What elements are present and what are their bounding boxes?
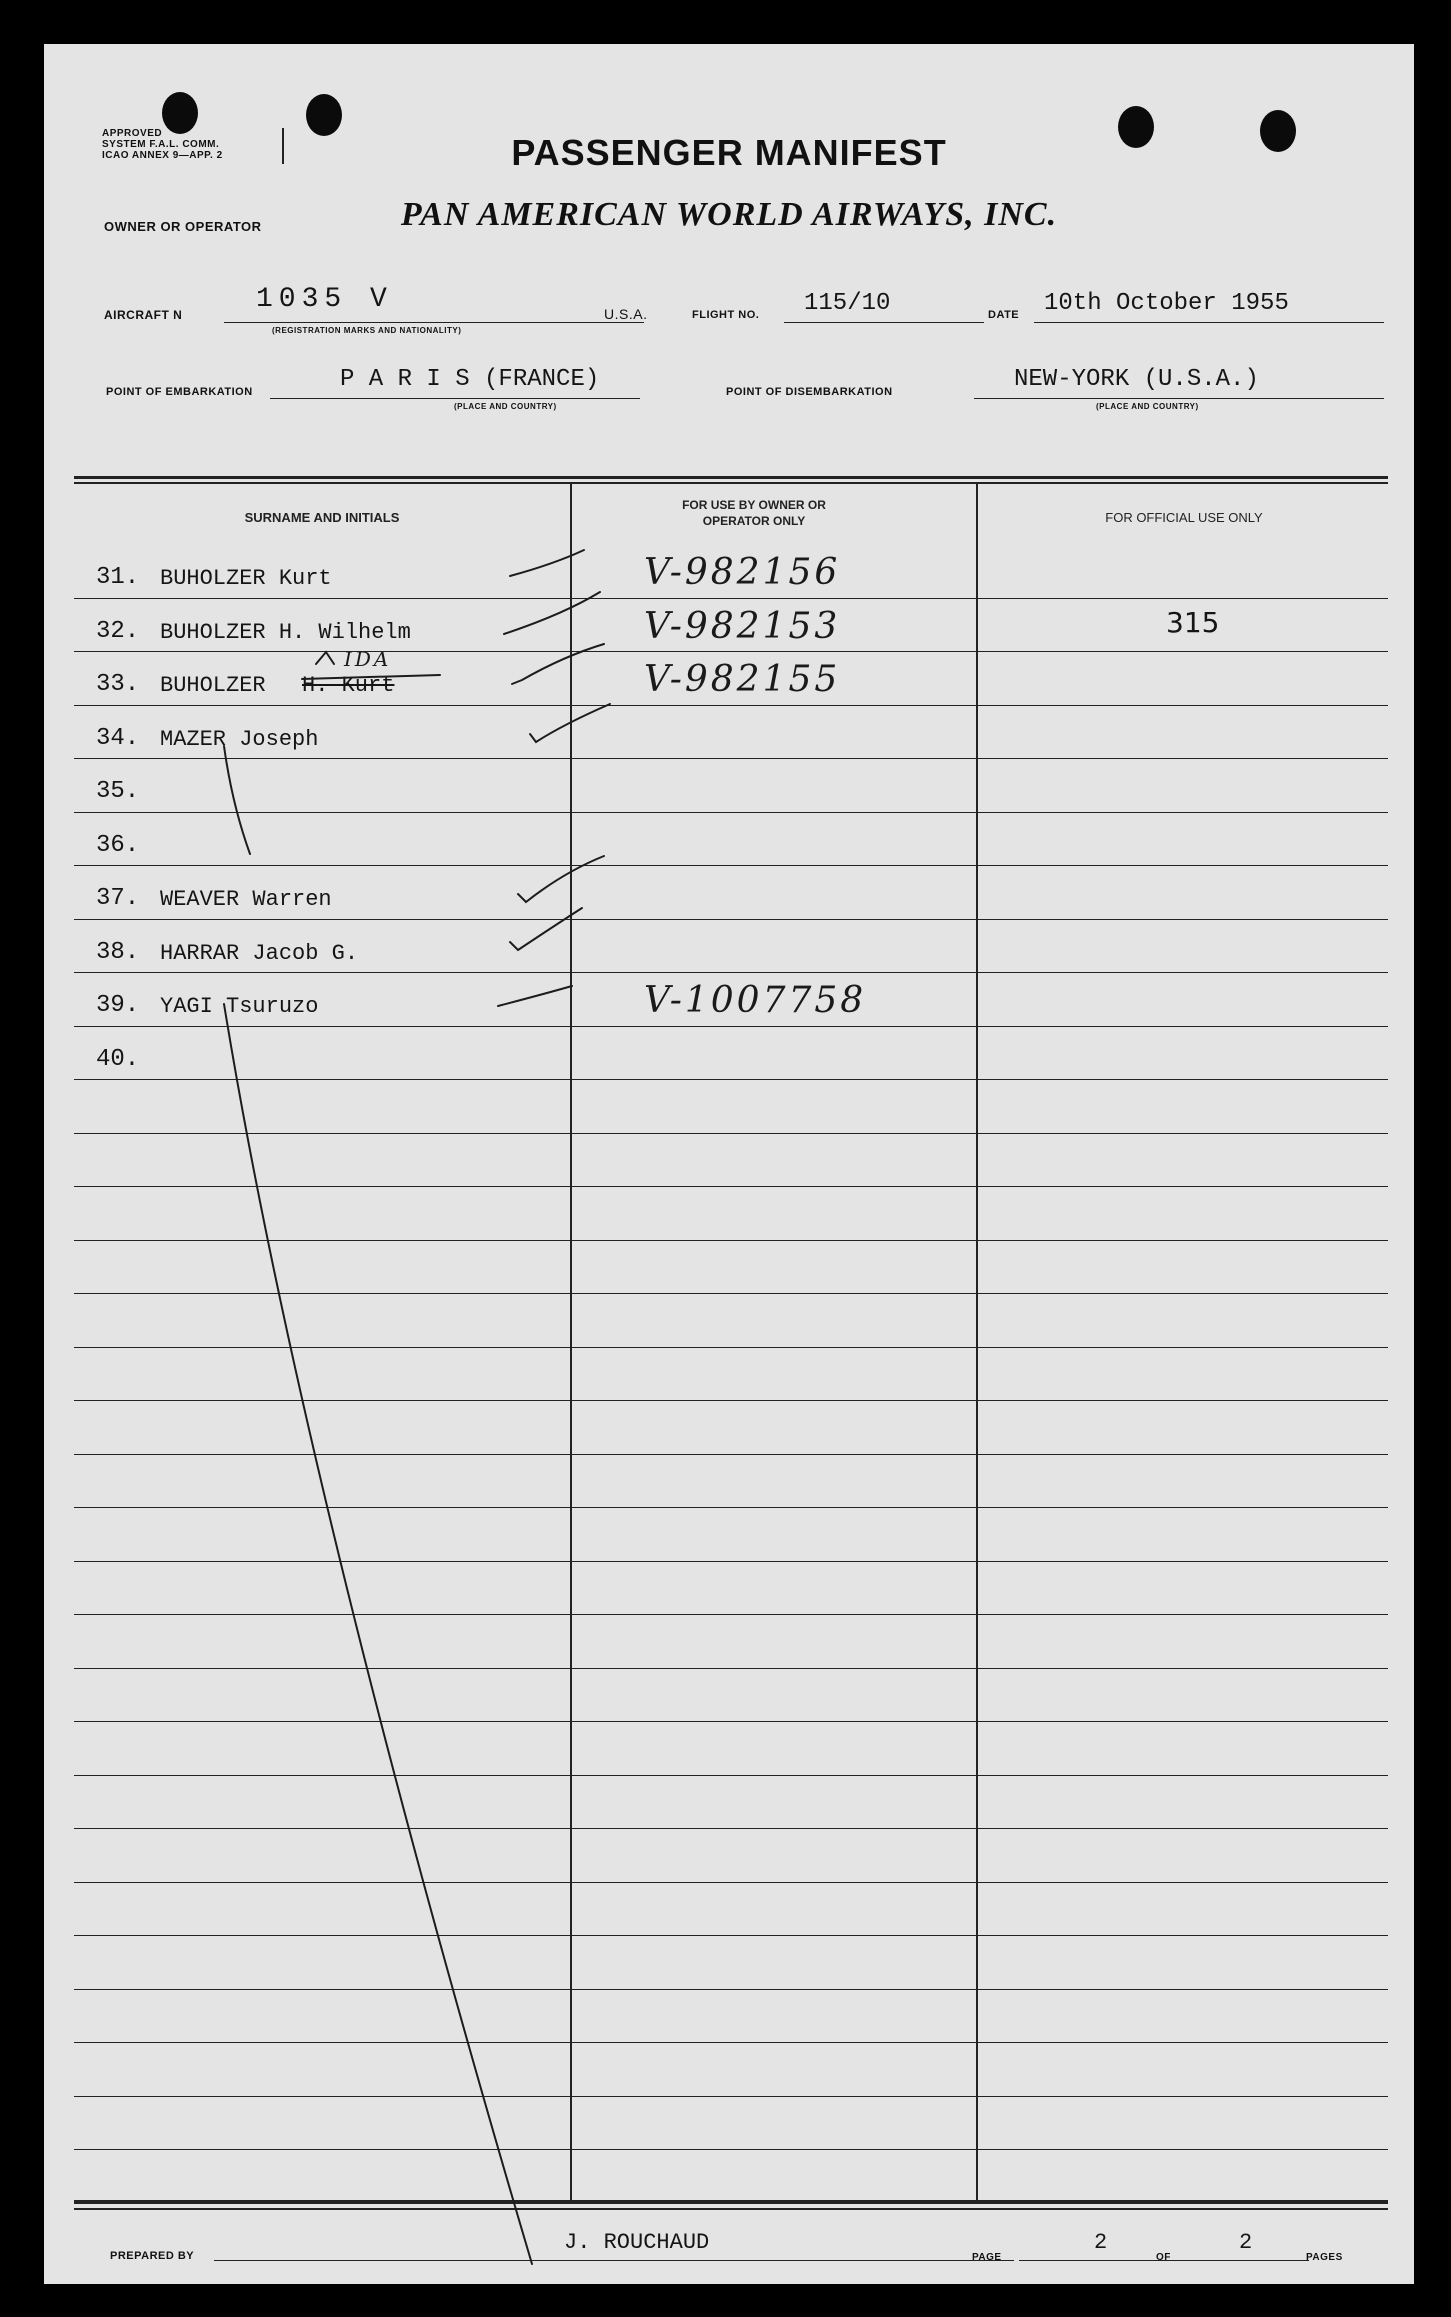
row-number: 36.	[96, 832, 140, 859]
page-title: PASSENGER MANIFEST	[511, 132, 947, 173]
visa-number: V-982156	[644, 552, 841, 593]
official-entry: 315	[1166, 606, 1220, 639]
check-mark	[510, 550, 584, 576]
row-number: 37.	[96, 885, 140, 912]
row-number: 31.	[96, 564, 140, 591]
bracket-line	[224, 746, 250, 854]
aircraft-label: AIRCRAFT N	[104, 308, 183, 322]
row-number: 33.	[96, 671, 140, 698]
official-use-column-header: FOR OFFICIAL USE ONLY	[1105, 510, 1263, 525]
approval-line-1: APPROVED	[102, 128, 163, 139]
row-number: 39.	[96, 992, 140, 1019]
check-mark	[530, 704, 610, 742]
passenger-name: WEAVER Warren	[160, 887, 332, 912]
passenger-name: BUHOLZER Kurt	[160, 566, 332, 591]
passenger-name: HARRAR Jacob G.	[160, 941, 359, 966]
aircraft-value: 1035 V	[256, 284, 393, 315]
approval-line-2: SYSTEM F.A.L. COMM.	[102, 139, 220, 150]
struck-initials: H. Kurt	[302, 673, 395, 698]
check-mark	[510, 908, 582, 950]
passenger-name: YAGI Tsuruzo	[160, 994, 319, 1019]
row-number: 38.	[96, 939, 140, 966]
strike-line	[302, 675, 440, 679]
visa-number: V-1007758	[644, 980, 867, 1021]
visa-number: V-982155	[644, 659, 841, 700]
row-number: 35.	[96, 778, 140, 805]
handwritten-insert: IDA	[344, 647, 392, 671]
of-label: OF	[1156, 2252, 1171, 2263]
passenger-name: MAZER Joseph	[160, 727, 319, 752]
page-label: PAGE	[972, 2252, 1002, 2263]
check-mark	[518, 856, 604, 902]
disembarkation-place-note: (PLACE AND COUNTRY)	[1096, 402, 1199, 411]
page-total: 2	[1239, 2230, 1253, 2255]
row-number: 40.	[96, 1046, 140, 1073]
prepared-by-value: J. ROUCHAUD	[564, 2230, 710, 2255]
manifest-sheet	[44, 44, 1414, 2284]
owner-use-column-header: FOR USE BY OWNER OR OPERATOR ONLY	[682, 498, 826, 528]
row-number: 34.	[96, 725, 140, 752]
registration-note: (REGISTRATION MARKS AND NATIONALITY)	[272, 326, 462, 335]
owner-label: OWNER OR OPERATOR	[104, 219, 262, 234]
check-mark	[498, 986, 572, 1006]
disembarkation-label: POINT OF DISEMBARKATION	[726, 386, 893, 398]
long-line	[224, 1004, 532, 2264]
date-value: 10th October 1955	[1044, 290, 1289, 317]
usa-label: U.S.A.	[604, 306, 648, 322]
passenger-name: BUHOLZER H. Wilhelm	[160, 620, 411, 645]
visa-number: V-982153	[644, 606, 841, 647]
page-number: 2	[1094, 2230, 1108, 2255]
airline-name: PAN AMERICAN WORLD AIRWAYS, INC.	[400, 196, 1058, 233]
check-mark	[504, 592, 600, 634]
check-mark	[512, 644, 604, 684]
approval-line-3: ICAO ANNEX 9—APP. 2	[102, 150, 223, 161]
pages-label: PAGES	[1306, 2252, 1343, 2263]
insert-caret	[316, 652, 334, 664]
date-label: DATE	[988, 309, 1020, 321]
passenger-name: BUHOLZER	[160, 673, 266, 698]
surname-column-header: SURNAME AND INITIALS	[244, 510, 400, 525]
embarkation-place-note: (PLACE AND COUNTRY)	[454, 402, 557, 411]
embarkation-label: POINT OF EMBARKATION	[106, 386, 253, 398]
prepared-by-label: PREPARED BY	[110, 2250, 195, 2262]
disembarkation-value: NEW-YORK (U.S.A.)	[1014, 366, 1259, 393]
flight-value: 115/10	[804, 290, 891, 317]
pen-marks	[44, 44, 1414, 2284]
row-number: 32.	[96, 618, 140, 645]
flight-label: FLIGHT NO.	[692, 309, 760, 321]
embarkation-value: P A R I S (FRANCE)	[340, 366, 600, 393]
